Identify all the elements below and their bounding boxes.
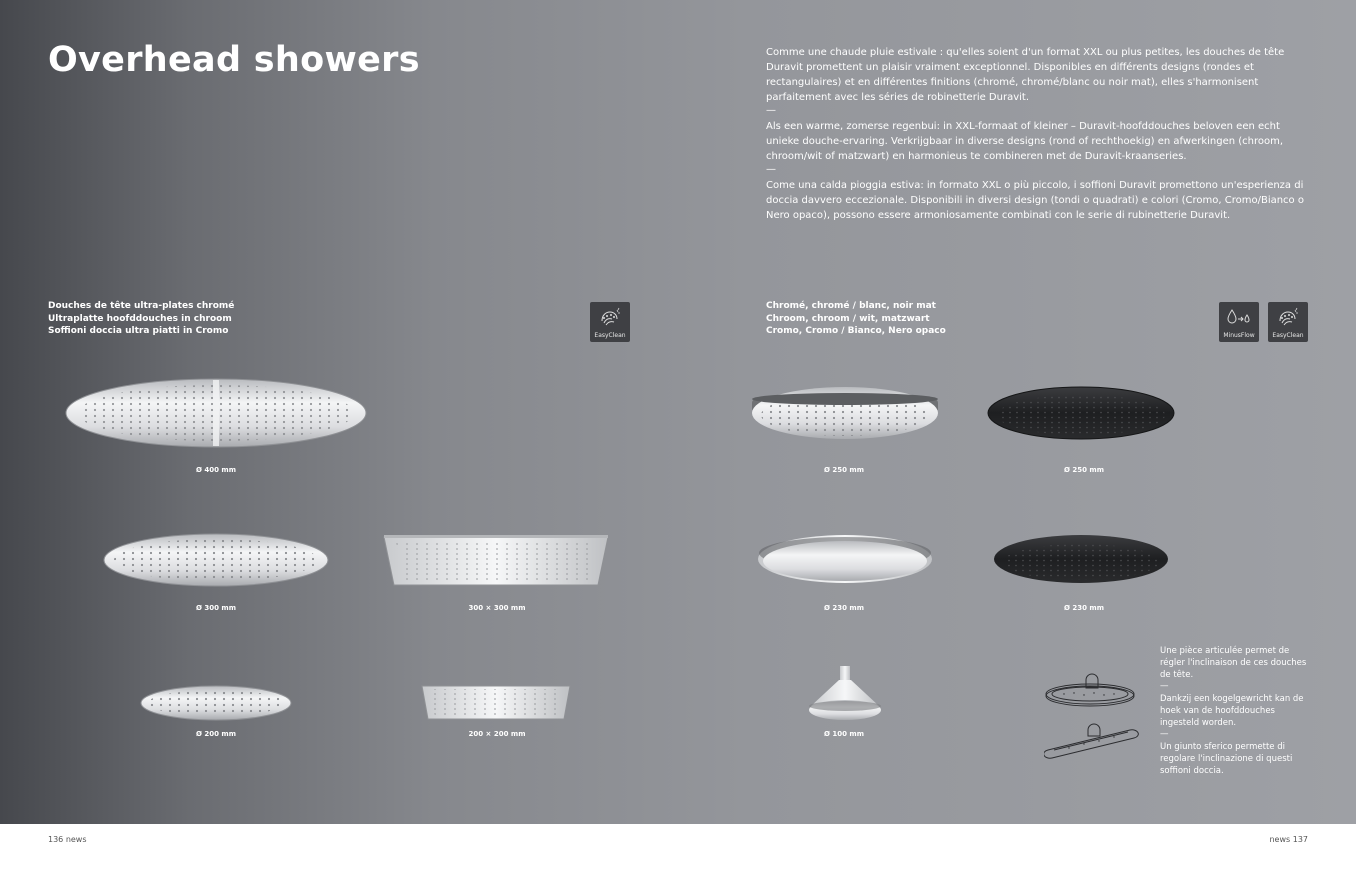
- round-shower-head-image: [103, 532, 329, 588]
- shower-head-250-black: [986, 385, 1176, 441]
- round-shower-head-image: [986, 385, 1176, 441]
- dimension-label: Ø 300 mm: [195, 604, 237, 612]
- dimension-label: 200 × 200 mm: [468, 730, 526, 738]
- easyclean-icon: [1276, 307, 1300, 329]
- dimension-label: Ø 100 mm: [823, 730, 865, 738]
- intro-text: [766, 45, 1306, 223]
- dimension-label: Ø 230 mm: [1063, 604, 1105, 612]
- round-shower-head-image: [750, 385, 940, 441]
- easyclean-badge: [590, 302, 630, 342]
- intro-french: Comme une chaude pluie estivale : qu'elles soient d'un format XXL ou plus petites, les douches de tête Duravit promettent un plaisir vraiment exceptionnel. Disponibles en différents designs (rondes et rectangulaires) et en différentes finitions (chromé, chromé/blanc ou noir mat), elles s'harmonisent parfaitement avec les séries de robinetterie Duravit.: [766, 47, 1285, 103]
- ball-joint-illustration: [1044, 666, 1140, 760]
- page-title: Overhead showers: [48, 40, 420, 80]
- left-section-heading: [48, 300, 234, 338]
- round-shower-head-image: [65, 377, 367, 449]
- round-shower-head-image: [805, 664, 885, 724]
- intro-separator: —: [766, 105, 776, 116]
- shower-head-300-square: [382, 533, 610, 587]
- note-french: Une pièce articulée permet de régler l'inclinaison de ces douches de tête.: [1160, 646, 1307, 680]
- heading-line: Ultraplatte hoofddouches in chroom: [48, 313, 232, 324]
- shower-head-250-chrome: [750, 385, 940, 441]
- badge-label: EasyClean: [594, 332, 626, 339]
- shower-head-300-round: [103, 532, 329, 588]
- shower-head-230-black: [992, 533, 1170, 585]
- heading-line: Chromé, chromé / blanc, noir mat: [766, 301, 936, 311]
- minusflow-badge: [1219, 302, 1259, 342]
- page-footer: [0, 824, 1356, 872]
- heading-line: Soffioni doccia ultra piatti in Cromo: [48, 326, 229, 336]
- easyclean-icon: [598, 307, 622, 329]
- shower-head-200-square: [420, 683, 572, 721]
- shower-head-400-round: [65, 377, 367, 449]
- square-shower-head-image: [420, 683, 572, 721]
- badge-label: MinusFlow: [1223, 332, 1255, 339]
- intro-dutch: Als een warme, zomerse regenbui: in XXL-formaat of kleiner – Duravit-hoofddouches beloven een echt unieke douche-ervaring. Verkrijgbaar in diverse designs (rond of rechthoekig) en afwerkingen (chroom, chroom/wit of matzwart) en harmonieus te combineren met de Duravit-kraanseries.: [766, 121, 1284, 162]
- water-drop-arrow-icon: [1227, 307, 1251, 329]
- heading-line: Chroom, chroom / wit, matzwart: [766, 313, 930, 324]
- square-shower-head-image: [382, 533, 610, 587]
- dimension-label: Ø 400 mm: [195, 466, 237, 474]
- note-italian: Un giunto sferico permette di regolare l'inclinazione di questi soffioni doccia.: [1160, 742, 1293, 776]
- round-shower-head-image: [992, 533, 1170, 585]
- dimension-label: Ø 250 mm: [1063, 466, 1105, 474]
- shower-head-100-chrome: [805, 664, 885, 724]
- shower-head-230-chrome: [756, 533, 934, 585]
- round-shower-head-image: [756, 533, 934, 585]
- heading-line: Douches de tête ultra-plates chromé: [48, 301, 235, 311]
- page-number-left: 136 news: [48, 835, 87, 844]
- dimension-label: Ø 250 mm: [823, 466, 865, 474]
- right-section-heading: [766, 300, 946, 338]
- dimension-label: Ø 200 mm: [195, 730, 237, 738]
- badge-label: EasyClean: [1272, 332, 1304, 339]
- intro-separator: —: [766, 164, 776, 175]
- note-separator: —: [1160, 729, 1169, 739]
- dimension-label: Ø 230 mm: [823, 604, 865, 612]
- ball-joint-diagram: [1044, 666, 1140, 760]
- round-shower-head-image: [140, 684, 292, 722]
- intro-italian: Come una calda pioggia estiva: in formato XXL o più piccolo, i soffioni Duravit promettono un'esperienza di doccia davvero eccezionale. Disponibili in diversi design (tondi o quadrati) e colori (Cromo, Cromo/Bianco o Nero opaco), possono essere armoniosamente combinati con le serie di rubinetterie Duravit.: [766, 180, 1304, 221]
- dimension-label: 300 × 300 mm: [468, 604, 526, 612]
- shower-head-200-round: [140, 684, 292, 722]
- note-dutch: Dankzij een kogelgewricht kan de hoek van de hoofddouches ingesteld worden.: [1160, 694, 1304, 728]
- heading-line: Cromo, Cromo / Bianco, Nero opaco: [766, 326, 946, 336]
- page-number-right: news 137: [1269, 835, 1308, 844]
- ball-joint-note: [1160, 645, 1310, 777]
- easyclean-badge: [1268, 302, 1308, 342]
- note-separator: —: [1160, 681, 1169, 691]
